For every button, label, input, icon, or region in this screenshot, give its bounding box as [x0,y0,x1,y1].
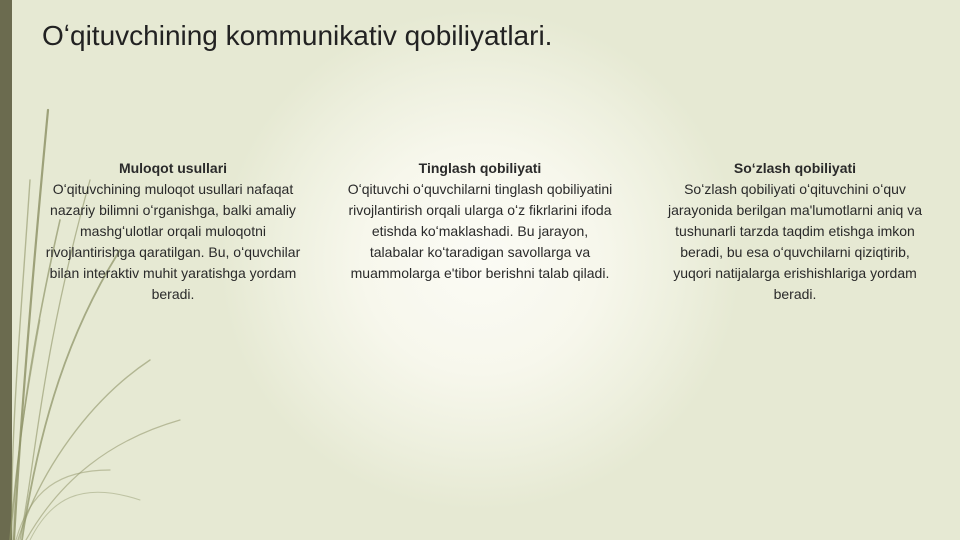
column-tinglash-qobiliyati [345,158,615,284]
slide-title: Oʻqituvchining kommunikativ qobiliyatlari. [42,20,553,51]
column-sozlash-qobiliyati [660,158,930,305]
column-heading: Tinglash qobiliyati [418,160,542,176]
column-body: Soʻzlash qobiliyati oʻqituvchini oʻquv jarayonida berilgan ma'lumotlarni aniq va tushunarli tarzda taqdim etishga imkon beradi, bu esa oʻquvchilarni qiziqtirib, yuqori natijalarga erishishlariga yordam beradi. [667,181,923,302]
column-muloqot-usullari [38,158,308,305]
column-body: Oʻqituvchi oʻquvchilarni tinglash qobiliyatini rivojlantirish orqali ularga oʻz fikrlarini ifoda etishda koʻmaklashadi. Bu jarayon, talabalar koʻtaradigan savollarga va muammolarga e'tibor berishni talab qiladi. [347,181,613,281]
column-heading: Muloqot usullari [118,160,228,176]
column-body: Oʻqituvchining muloqot usullari nafaqat nazariy bilimni oʻrganishga, balki amaliy mashgʻulotlar orqali muloqotni rivojlantirishga qaratilgan. Bu, oʻquvchilar bilan interaktiv muhit yaratishga yordam beradi. [45,181,301,302]
column-heading: Soʻzlash qobiliyati [733,160,857,176]
